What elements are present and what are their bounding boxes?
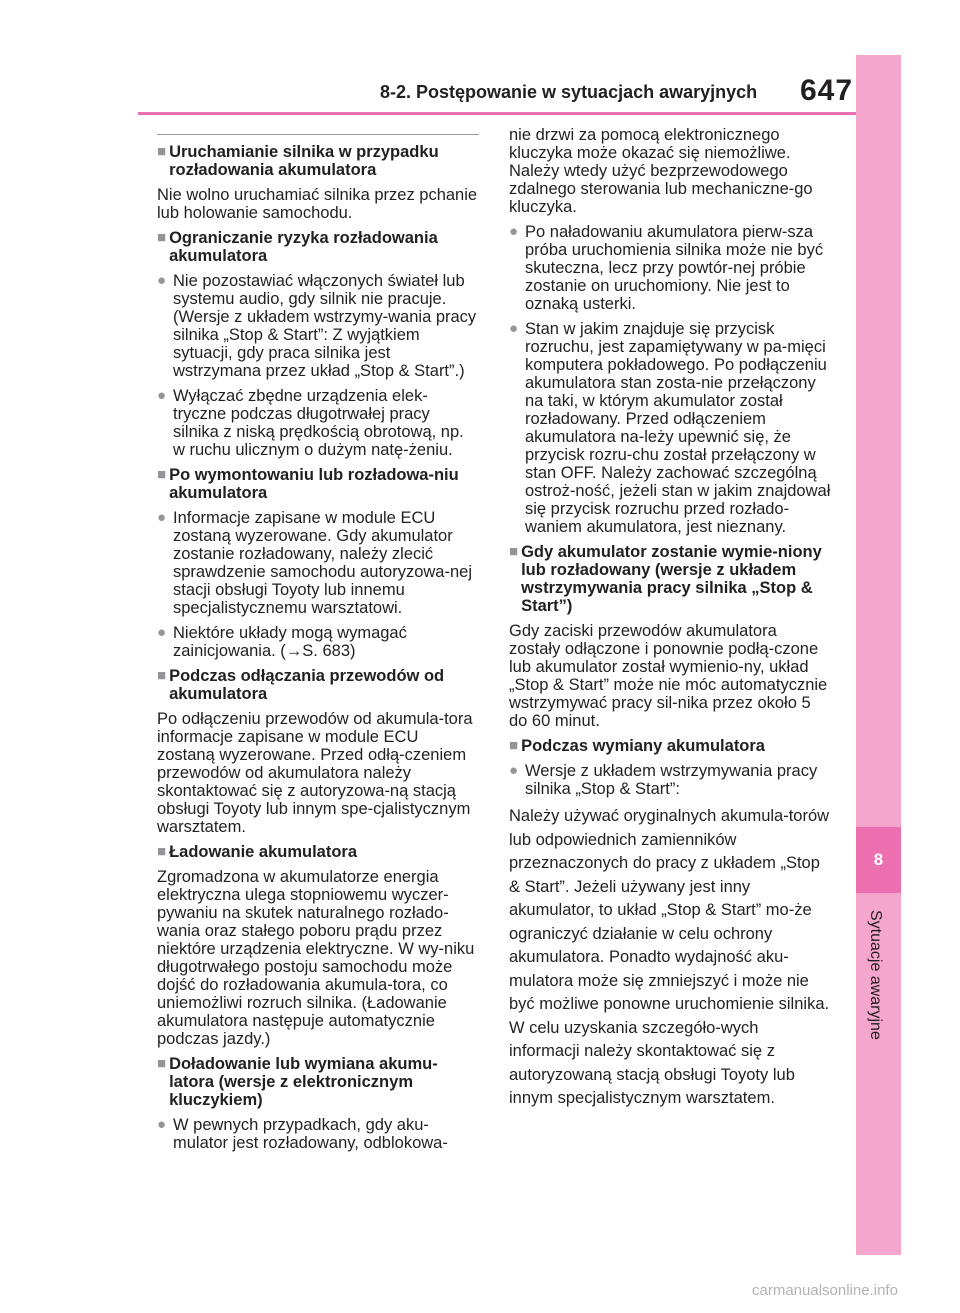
circle-bullet-icon: ● [157,272,167,289]
circle-bullet-icon: ● [157,509,167,526]
circle-bullet-icon: ● [509,762,519,779]
bullet-item: ● Wersje z układem wstrzymywania pracy silnika „Stop & Start”: [509,762,818,798]
page-number: 647 [800,74,854,107]
section-title: 8-2. Postępowanie w sytuacjach awaryjnych [380,82,758,102]
circle-bullet-icon: ● [509,223,519,240]
square-bullet-icon: ■ [157,1055,167,1072]
subheading: ■ Ograniczanie ryzyka rozładowania akumulatora [157,229,438,265]
square-bullet-icon: ■ [157,466,167,483]
watermark[interactable]: carmanualsonline.info [752,1282,898,1299]
bullet-item: ● Po naładowaniu akumulatora pierw-sza próba uruchomienia silnika może nie być skuteczna, lecz przy powtór-nej próbie zostanie on uruchomiony. Nie jest to oznaką usterki. [509,223,824,313]
bullet-item: ● W pewnych przypadkach, gdy aku-mulator jest rozładowany, odblokowa- [157,1116,448,1152]
left-column [157,134,479,1159]
bullet-item: ● Nie pozostawiać włączonych świateł lub systemu audio, gdy silnik nie pracuje. (Wersje z układem wstrzymy-wania pracy silnika „Stop & Start”: Z wyjątkiem sytuacji, gdy praca silnika jest wstrzymana przez układ „Stop & Start”.) [157,272,477,380]
header-rule [138,112,856,115]
square-bullet-icon: ■ [157,229,167,246]
chapter-number-tab[interactable] [856,827,901,893]
subheading: ■ Uruchamianie silnika w przypadku rozładowania akumulatora [157,143,439,179]
square-bullet-icon: ■ [509,543,519,560]
circle-bullet-icon: ● [157,1116,167,1133]
paragraph: Zgromadzona w akumulatorze energia elektryczna ulega stopniowemu wyczer-pywaniu na skutek naturalnego rozłado-wania oraz stałego poboru prądu przez niektóre urządzenia elektryczne. W wy-niku długotrwałego postoju samochodu może dojść do rozładowania akumula-tora, co uniemożliwi rozruch silnika. (Ładowanie akumulatora następuje automatycznie podczas jazdy.) [157,868,475,1048]
square-bullet-icon: ■ [157,143,167,160]
bullet-item: ● Informacje zapisane w module ECU zostaną wyzerowane. Gdy akumulator zostanie rozładowany, należy zlecić sprawdzenie samochodu autoryzowa-nej stacji obsługi Toyoty lub innemu specjalistycznemu warsztatowi. [157,509,472,617]
right-column [509,126,831,1111]
chapter-number: 8 [873,850,884,869]
square-bullet-icon: ■ [157,843,167,860]
subheading: ■ Ładowanie akumulatora [157,843,358,861]
square-bullet-icon: ■ [157,667,167,684]
chapter-side-tab [856,55,901,1255]
subheading: ■ Podczas wymiany akumulatora [509,737,765,755]
paragraph: nie drzwi za pomocą elektronicznego kluczyka może okazać się niemożliwe. Należy wtedy użyć bezprzewodowego zdalnego sterowania lub mechaniczne-go kluczyka. [509,126,813,216]
bullet-item: ● Niektóre układy mogą wymagać zainicjowania. (→S. 683) [157,624,407,660]
paragraph: Należy używać oryginalnych akumula-torów lub odpowiednich zamienników przeznaczonych do pracy z układem „Stop & Start”. Jeżeli używany jest inny akumulator, to układ „Stop & Start” mo-że ograniczyć działanie w celu ochrony akumulatora. Ponadto wydajność aku-mulatora może się zmniejszyć i może nie być możliwe ponowne uruchomienie silnika. W celu uzyskania szczegóło-wych informacji należy skontaktować się z autoryzowaną stacją obsługi Toyoty lub innym specjalistycznym warsztatem. [509,807,830,1107]
subheading: ■ Gdy akumulator zostanie wymie-niony lub rozładowany (wersje z układem wstrzymywania pracy silnika „Stop & Start”) [509,543,822,615]
subheading: ■ Doładowanie lub wymiana akumu-latora (wersje z elektronicznym kluczykiem) [157,1055,438,1109]
paragraph: Nie wolno uruchamiać silnika przez pchanie lub holowanie samochodu. [157,186,478,222]
paragraph: Po odłączeniu przewodów od akumula-tora informacje zapisane w module ECU zostaną wyzerowane. Przed odłą-czeniem przewodów od akumulatora należy skontaktować się z autoryzowa-ną stacją obsługi Toyoty lub innym spe-cjalistycznym warsztatem. [157,710,473,836]
subheading: ■ Podczas odłączania przewodów od akumulatora [157,667,445,703]
circle-bullet-icon: ● [157,387,167,404]
circle-bullet-icon: ● [509,320,519,337]
chapter-side-label: Sytuacje awaryjne [867,910,884,1040]
paragraph: Gdy zaciski przewodów akumulatora zostały odłączone i ponownie podłą-czone lub akumulator został wymienio-ny, układ „Stop & Start” może nie móc automatycznie wstrzymywać pracy sil-nika przez około 5 do 60 minut. [509,622,828,730]
square-bullet-icon: ■ [509,737,519,754]
circle-bullet-icon: ● [157,624,167,641]
bullet-item: ● Stan w jakim znajduje się przycisk rozruchu, jest zapamiętywany w pa-mięci komputera pokładowego. Po podłączeniu akumulatora stan zosta-nie przełączony na taki, w którym akumulator został rozładowany. Przed odłączeniem akumulatora na-leży upewnić się, że przycisk rozru-chu został przełączony w stan OFF. Należy zachować szczególną ostroż-ność, jeżeli stan w jakim znajdował się przycisk rozruchu przed rozłado-waniem akumulatora, jest nieznany. [509,320,831,536]
subheading: ■ Po wymontowaniu lub rozładowa-niu akumulatora [157,466,459,502]
bullet-item: ● Wyłączać zbędne urządzenia elek-tryczne podczas długotrwałej pracy silnika z niską prędkością obrotową, np. w ruchu ulicznym o dużym natę-żeniu. [157,387,464,459]
